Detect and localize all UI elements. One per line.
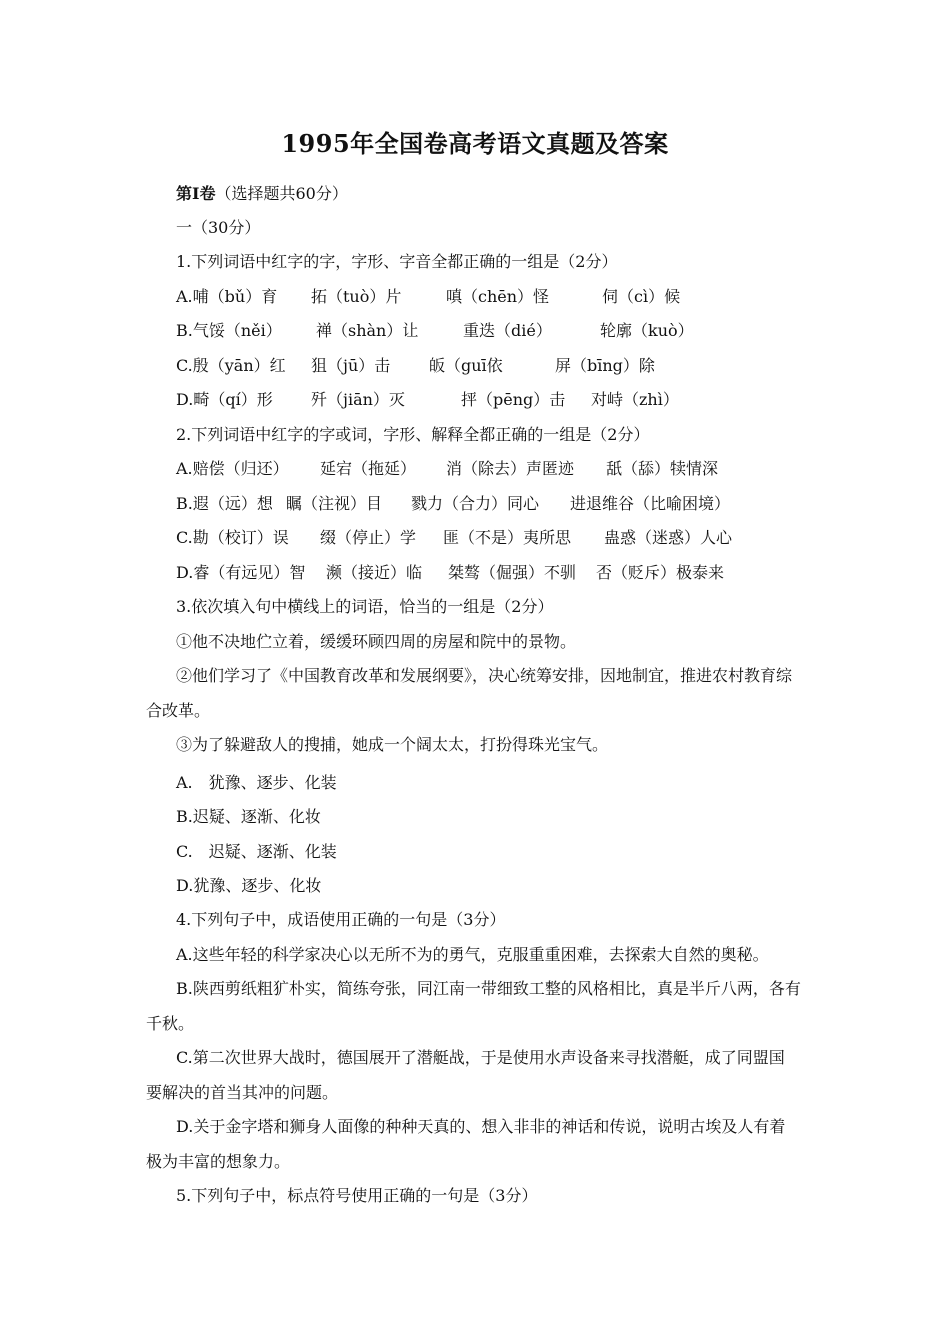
q2-c-word-3: 匪（不是）夷所思	[443, 528, 572, 547]
q1-a-word-3: 嗔（chēn）怪	[446, 287, 550, 306]
part-heading: 一（30分）	[176, 218, 261, 237]
q2-d-word-3: 桀骜（倔强）不驯	[448, 563, 577, 582]
q2-a-word-3: 消（除去）声匿迹	[446, 459, 575, 478]
q3-sentence-2-line-2: 合改革。	[146, 701, 211, 720]
q2-stem: 2.下列词语中红字的字或词，字形、解释全都正确的一组是（2分）	[176, 425, 650, 444]
q2-b-word-4: 进退维谷（比喻困境）	[570, 494, 731, 513]
q2-b-word-3: 戮力（合力）同心	[411, 494, 540, 513]
q1-option-b	[176, 321, 694, 341]
q1-stem: 1.下列词语中红字的字，字形、字音全都正确的一组是（2分）	[176, 252, 618, 271]
document-title: 1995年全国卷高考语文真题及答案	[281, 129, 669, 158]
q1-a-word-4: 伺（cì）候	[602, 287, 681, 306]
q2-a-word-1: A.赔偿（归还）	[176, 459, 289, 478]
q4-option-b-line-1: B.陕西剪纸粗犷朴实，简练夸张，同江南一带细致工整的风格相比，真是半斤八两，各有	[176, 979, 801, 998]
q1-b-word-1: B.气馁（něi）	[176, 321, 282, 340]
q1-b-word-3: 重迭（dié）	[463, 321, 552, 340]
q1-b-word-2: 禅（shàn）让	[316, 321, 419, 340]
q2-c-word-4: 蛊惑（迷惑）人心	[604, 528, 733, 547]
q2-b-word-2: 瞩（注视）目	[286, 494, 383, 513]
q2-option-a	[176, 459, 718, 479]
q2-option-c	[176, 528, 732, 548]
q4-option-b-line-2: 千秋。	[146, 1014, 195, 1033]
q2-c-word-1: C.勘（校订）误	[176, 528, 289, 547]
q1-d-word-4: 对峙（zhì）	[591, 390, 679, 409]
section-note: （选择题共60分）	[215, 184, 348, 203]
q4-option-d-line-2: 极为丰富的想象力。	[146, 1152, 291, 1171]
q1-c-word-3: 皈（guī依	[429, 356, 503, 375]
q1-d-word-3: 抨（pēng）击	[461, 390, 566, 409]
section-heading	[176, 184, 348, 204]
q2-d-word-1: D.睿（有远见）智	[176, 563, 306, 582]
q1-c-word-2: 狙（jū）击	[311, 356, 391, 375]
q4-stem: 4.下列句子中，成语使用正确的一句是（3分）	[176, 910, 506, 929]
q4-option-c-line-2: 要解决的首当其冲的问题。	[146, 1083, 339, 1102]
q3-sentence-1: ①他不决地伫立着，缓缓环顾四周的房屋和院中的景物。	[176, 632, 577, 651]
q1-a-word-1: A.哺（bǔ）育	[176, 287, 278, 306]
q2-b-word-1: B.遐（远）想	[176, 494, 273, 513]
q1-option-c	[176, 356, 655, 376]
q2-option-d	[176, 563, 724, 583]
q3-option-b: B.迟疑、逐渐、化妆	[176, 807, 321, 826]
q3-stem: 3.依次填入句中横线上的词语，恰当的一组是（2分）	[176, 597, 554, 616]
q1-a-word-2: 拓（tuò）片	[311, 287, 402, 306]
q3-sentence-3: ③为了躲避敌人的搜捕，她成一个阔太太，打扮得珠光宝气。	[176, 735, 609, 754]
q4-option-a: A.这些年轻的科学家决心以无所不为的勇气，克服重重困难，去探索大自然的奥秘。	[176, 945, 769, 964]
q2-a-word-2: 延宕（拖延）	[320, 459, 417, 478]
q3-option-a: A. 犹豫、逐步、化装	[176, 773, 337, 792]
q3-option-d: D.犹豫、逐步、化妆	[176, 876, 322, 895]
q1-option-a	[176, 287, 680, 307]
q3-option-c: C. 迟疑、逐渐、化装	[176, 842, 337, 861]
q1-c-word-1: C.殷（yān）红	[176, 356, 286, 375]
q4-option-d-line-1: D.关于金字塔和狮身人面像的种种天真的、想入非非的神话和传说，说明古埃及人有着	[176, 1117, 786, 1136]
q2-option-b	[176, 494, 730, 514]
q4-option-c-line-1: C.第二次世界大战时，德国展开了潜艇战，于是使用水声设备来寻找潜艇，成了同盟国	[176, 1048, 785, 1067]
q2-d-word-4: 否（贬斥）极泰来	[596, 563, 725, 582]
q1-c-word-4: 屏（bīng）除	[555, 356, 655, 375]
q2-d-word-2: 濒（接近）临	[326, 563, 423, 582]
section-label: 第Ⅰ卷	[176, 184, 216, 203]
q2-c-word-2: 缀（停止）学	[320, 528, 417, 547]
q1-b-word-4: 轮廓（kuò）	[600, 321, 694, 340]
q2-a-word-4: 舐（舔）犊情深	[606, 459, 719, 478]
q1-option-d	[176, 390, 679, 410]
q5-stem: 5.下列句子中，标点符号使用正确的一句是（3分）	[176, 1186, 538, 1205]
q3-sentence-2-line-1: ②他们学习了《中国教育改革和发展纲要》，决心统筹安排，因地制宜，推进农村教育综	[176, 666, 793, 685]
q1-d-word-1: D.畸（qí）形	[176, 390, 273, 409]
q1-d-word-2: 歼（jiān）灭	[311, 390, 405, 409]
